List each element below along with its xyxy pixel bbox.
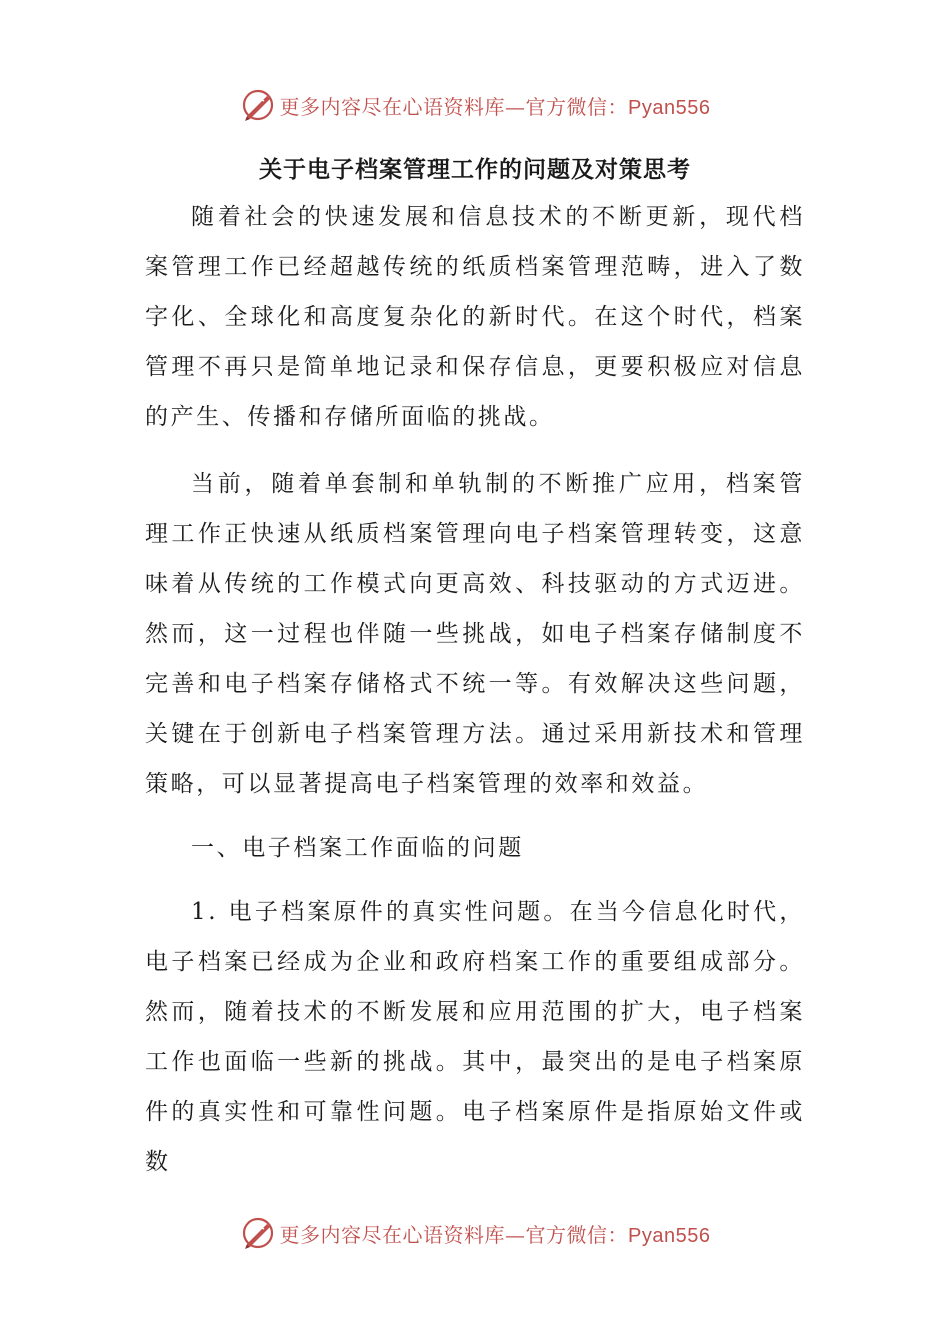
watermark-text: 更多内容尽在心语资料库—官方微信：	[279, 94, 629, 119]
document-title: 关于电子档案管理工作的问题及对策思考	[259, 156, 691, 183]
watermark-text: 更多内容尽在心语资料库—官方微信：	[279, 1222, 629, 1247]
paragraph-intro: 随着社会的快速发展和信息技术的不断更新，现代档案管理工作已经超越传统的纸质档案管理范畴，进入了数字化、全球化和高度复杂化的新时代。在这个时代，档案管理不再只是简单地记录和保存信息，更要积极应对信息的产生、传播和存储所面临的挑战。	[145, 204, 805, 430]
paragraph-authenticity: 1. 电子档案原件的真实性问题。在当今信息化时代，电子档案已经成为企业和政府档案工作的重要组成部分。然而，随着技术的不断发展和应用范围的扩大，电子档案工作也面临一些新的挑战。其中，最突出的是电子档案原件的真实性和可靠性问题。电子档案原件是指原始文件或数	[145, 899, 805, 1175]
pen-logo-icon	[240, 1215, 276, 1251]
document-body	[145, 192, 805, 1187]
wechat-id: Pyan556	[628, 1224, 711, 1247]
header-watermark	[0, 80, 950, 130]
pen-logo-icon	[240, 87, 276, 123]
wechat-id: Pyan556	[628, 96, 711, 119]
paragraph-current-situation: 当前，随着单套制和单轨制的不断推广应用，档案管理工作正快速从纸质档案管理向电子档案管理转变，这意味着从传统的工作模式向更高效、科技驱动的方式迈进。然而，这一过程也伴随一些挑战，如电子档案存储制度不完善和电子档案存储格式不统一等。有效解决这些问题，关键在于创新电子档案管理方法。通过采用新技术和管理策略，可以显著提高电子档案管理的效率和效益。	[145, 471, 805, 797]
footer-watermark	[0, 1208, 950, 1258]
section-heading: 一、电子档案工作面临的问题	[191, 835, 524, 861]
